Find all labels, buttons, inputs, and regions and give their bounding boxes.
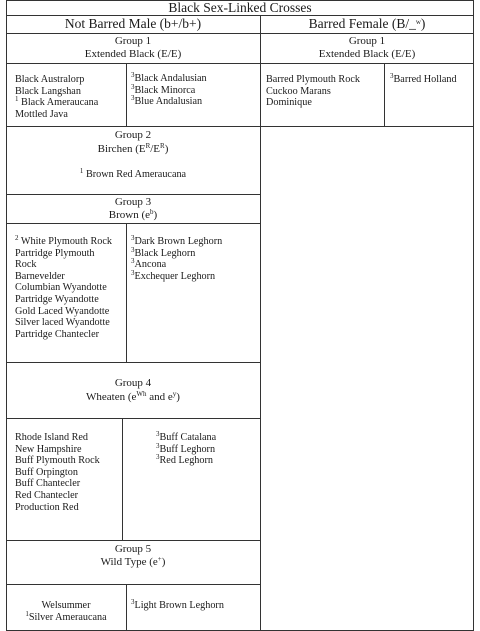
list-item: Black Langshan	[15, 85, 81, 97]
female-header: Barred Female (B/_$^w$)	[308, 16, 426, 31]
list-item: Buff Plymouth Rock	[15, 455, 100, 467]
list-item: $^2$ White Plymouth Rock	[15, 234, 112, 247]
footnote-marker: 3	[131, 245, 135, 254]
rule-below-headers	[6, 33, 474, 34]
footnote-marker: Wh	[136, 390, 147, 398]
group1-name: Extended Black (E/E)	[84, 48, 182, 60]
group2-label: Group 2	[114, 129, 152, 141]
list-item: Partridge Plymouth	[15, 247, 95, 259]
group3-name: Brown $(e^b)$	[108, 208, 158, 221]
list-item: Black Australorp	[15, 74, 85, 85]
footnote-marker: 1	[79, 167, 84, 175]
list-item: $^1$ Black Ameraucana	[15, 95, 99, 109]
list-item: Red Chantecler	[15, 489, 79, 501]
group3-left-list	[15, 236, 112, 340]
list-item: Mottled Java	[15, 108, 68, 120]
female-left-list	[266, 74, 360, 109]
list-item: $^3$Buff Catalana	[156, 430, 217, 443]
rule-below-group1-entries	[6, 126, 474, 127]
table-title: Black Sex-Linked Crosses	[168, 0, 312, 15]
footnote-marker: 3	[131, 598, 135, 606]
list-item: Gold Laced Wyandotte	[15, 305, 110, 317]
footnote-marker: 3	[131, 257, 135, 266]
list-item: $^3$Dark Brown Leghorn	[131, 234, 223, 247]
list-item: $^3$Blue Andalusian	[131, 94, 203, 108]
list-item: $^3$Black Andalusian	[131, 71, 207, 84]
rule-group1-female-split	[384, 63, 385, 126]
rule-below-group4-label	[6, 418, 260, 419]
rule-below-group2	[6, 194, 260, 195]
list-item: Partridge Chantecler	[15, 328, 100, 340]
list-item: $^3$Exchequer Leghorn	[131, 268, 216, 282]
footnote-marker: 3	[131, 71, 135, 79]
footnote-marker: 1	[15, 95, 19, 104]
group3-label: Group 3	[114, 196, 152, 208]
group5-name: Wild Type (e+)	[100, 555, 166, 568]
female-right-list	[390, 74, 457, 86]
group3-right-list	[131, 236, 222, 282]
male-header: Not Barred Male (b+/b+)	[64, 16, 202, 31]
list-item: Buff Chantecler	[15, 478, 81, 490]
list-item: Welsummer	[41, 600, 91, 611]
list-item: $^3$Ancona	[131, 257, 167, 271]
list-item: $^3$Red Leghorn	[156, 453, 213, 467]
group2-name: Birchen $(E^R/E^R)$	[97, 142, 169, 155]
footnote-marker: 3	[131, 94, 135, 103]
list-item: $^3$Black Leghorn	[131, 245, 196, 259]
rule-below-group3-label	[6, 223, 260, 224]
rule-group4-split	[122, 418, 123, 540]
group1-left-list	[15, 74, 98, 120]
footnote-marker: 3	[156, 453, 160, 462]
footnote-marker: 3	[156, 441, 160, 450]
list-item: Rock	[15, 259, 37, 271]
footnote-marker: 3	[131, 82, 135, 91]
rule-group1-male-split	[126, 63, 127, 126]
rule-group3-split	[126, 223, 127, 362]
footnote-marker: b	[150, 208, 154, 216]
list-item: Dominique	[266, 97, 312, 109]
rule-group5-split	[126, 584, 127, 631]
list-item: $^1$Silver Ameraucana	[25, 609, 107, 623]
list-item: Production Red	[15, 501, 79, 513]
list-item: Barnevelder	[15, 270, 65, 282]
group4-right-list	[156, 432, 216, 467]
group4-name: Wheaten ($e^{Wh}$ and $e^y$)	[86, 390, 180, 403]
footnote-marker: R	[160, 142, 165, 150]
rule-below-group3-entries	[6, 362, 260, 363]
footnote-marker: 3	[390, 72, 394, 80]
footnote-marker: R	[145, 142, 151, 150]
group4-label: Group 4	[114, 377, 152, 389]
female-group1-label: Group 1	[348, 35, 386, 47]
list-item: Partridge Wyandotte	[15, 293, 99, 305]
group5-left-list	[6, 600, 126, 623]
group4-left-list	[15, 432, 100, 513]
list-item: $^3$Light Brown Leghorn	[131, 598, 224, 611]
list-item: $^3$Black Minorca	[131, 82, 196, 96]
footnote-marker: y	[172, 390, 177, 398]
rule-below-group1-label	[6, 63, 474, 64]
list-item: Barred Plymouth Rock	[266, 74, 360, 85]
footnote-marker: 1	[25, 609, 29, 618]
list-item: $^3$Barred Holland	[390, 72, 457, 85]
list-item: Silver laced Wyandotte	[15, 317, 110, 329]
list-item: Rhode Island Red	[15, 432, 88, 443]
list-item: $^3$Buff Leghorn	[156, 441, 216, 455]
footnote-marker: +	[157, 555, 162, 563]
footnote-marker: 2	[15, 234, 19, 242]
rule-below-group4-entries	[6, 540, 260, 541]
group1-right-list	[131, 73, 207, 108]
group1-label: Group 1	[114, 35, 152, 47]
list-item: New Hampshire	[15, 443, 82, 455]
group5-label: Group 5	[114, 543, 152, 555]
group5-right-list	[131, 600, 224, 612]
list-item: Buff Orpington	[15, 466, 78, 478]
rule-male-female-divider	[260, 15, 261, 631]
footnote-marker: 3	[131, 268, 135, 277]
group2-entry: $^1$ Brown Red Ameraucana	[79, 167, 187, 180]
rule-below-group5-label	[6, 584, 260, 585]
list-item: Cuckoo Marans	[266, 85, 331, 97]
footnote-marker: w	[415, 18, 421, 26]
list-item: Columbian Wyandotte	[15, 282, 107, 294]
footnote-marker: 3	[131, 234, 135, 242]
female-group1-name: Extended Black (E/E)	[318, 48, 416, 60]
footnote-marker: 3	[156, 430, 160, 438]
